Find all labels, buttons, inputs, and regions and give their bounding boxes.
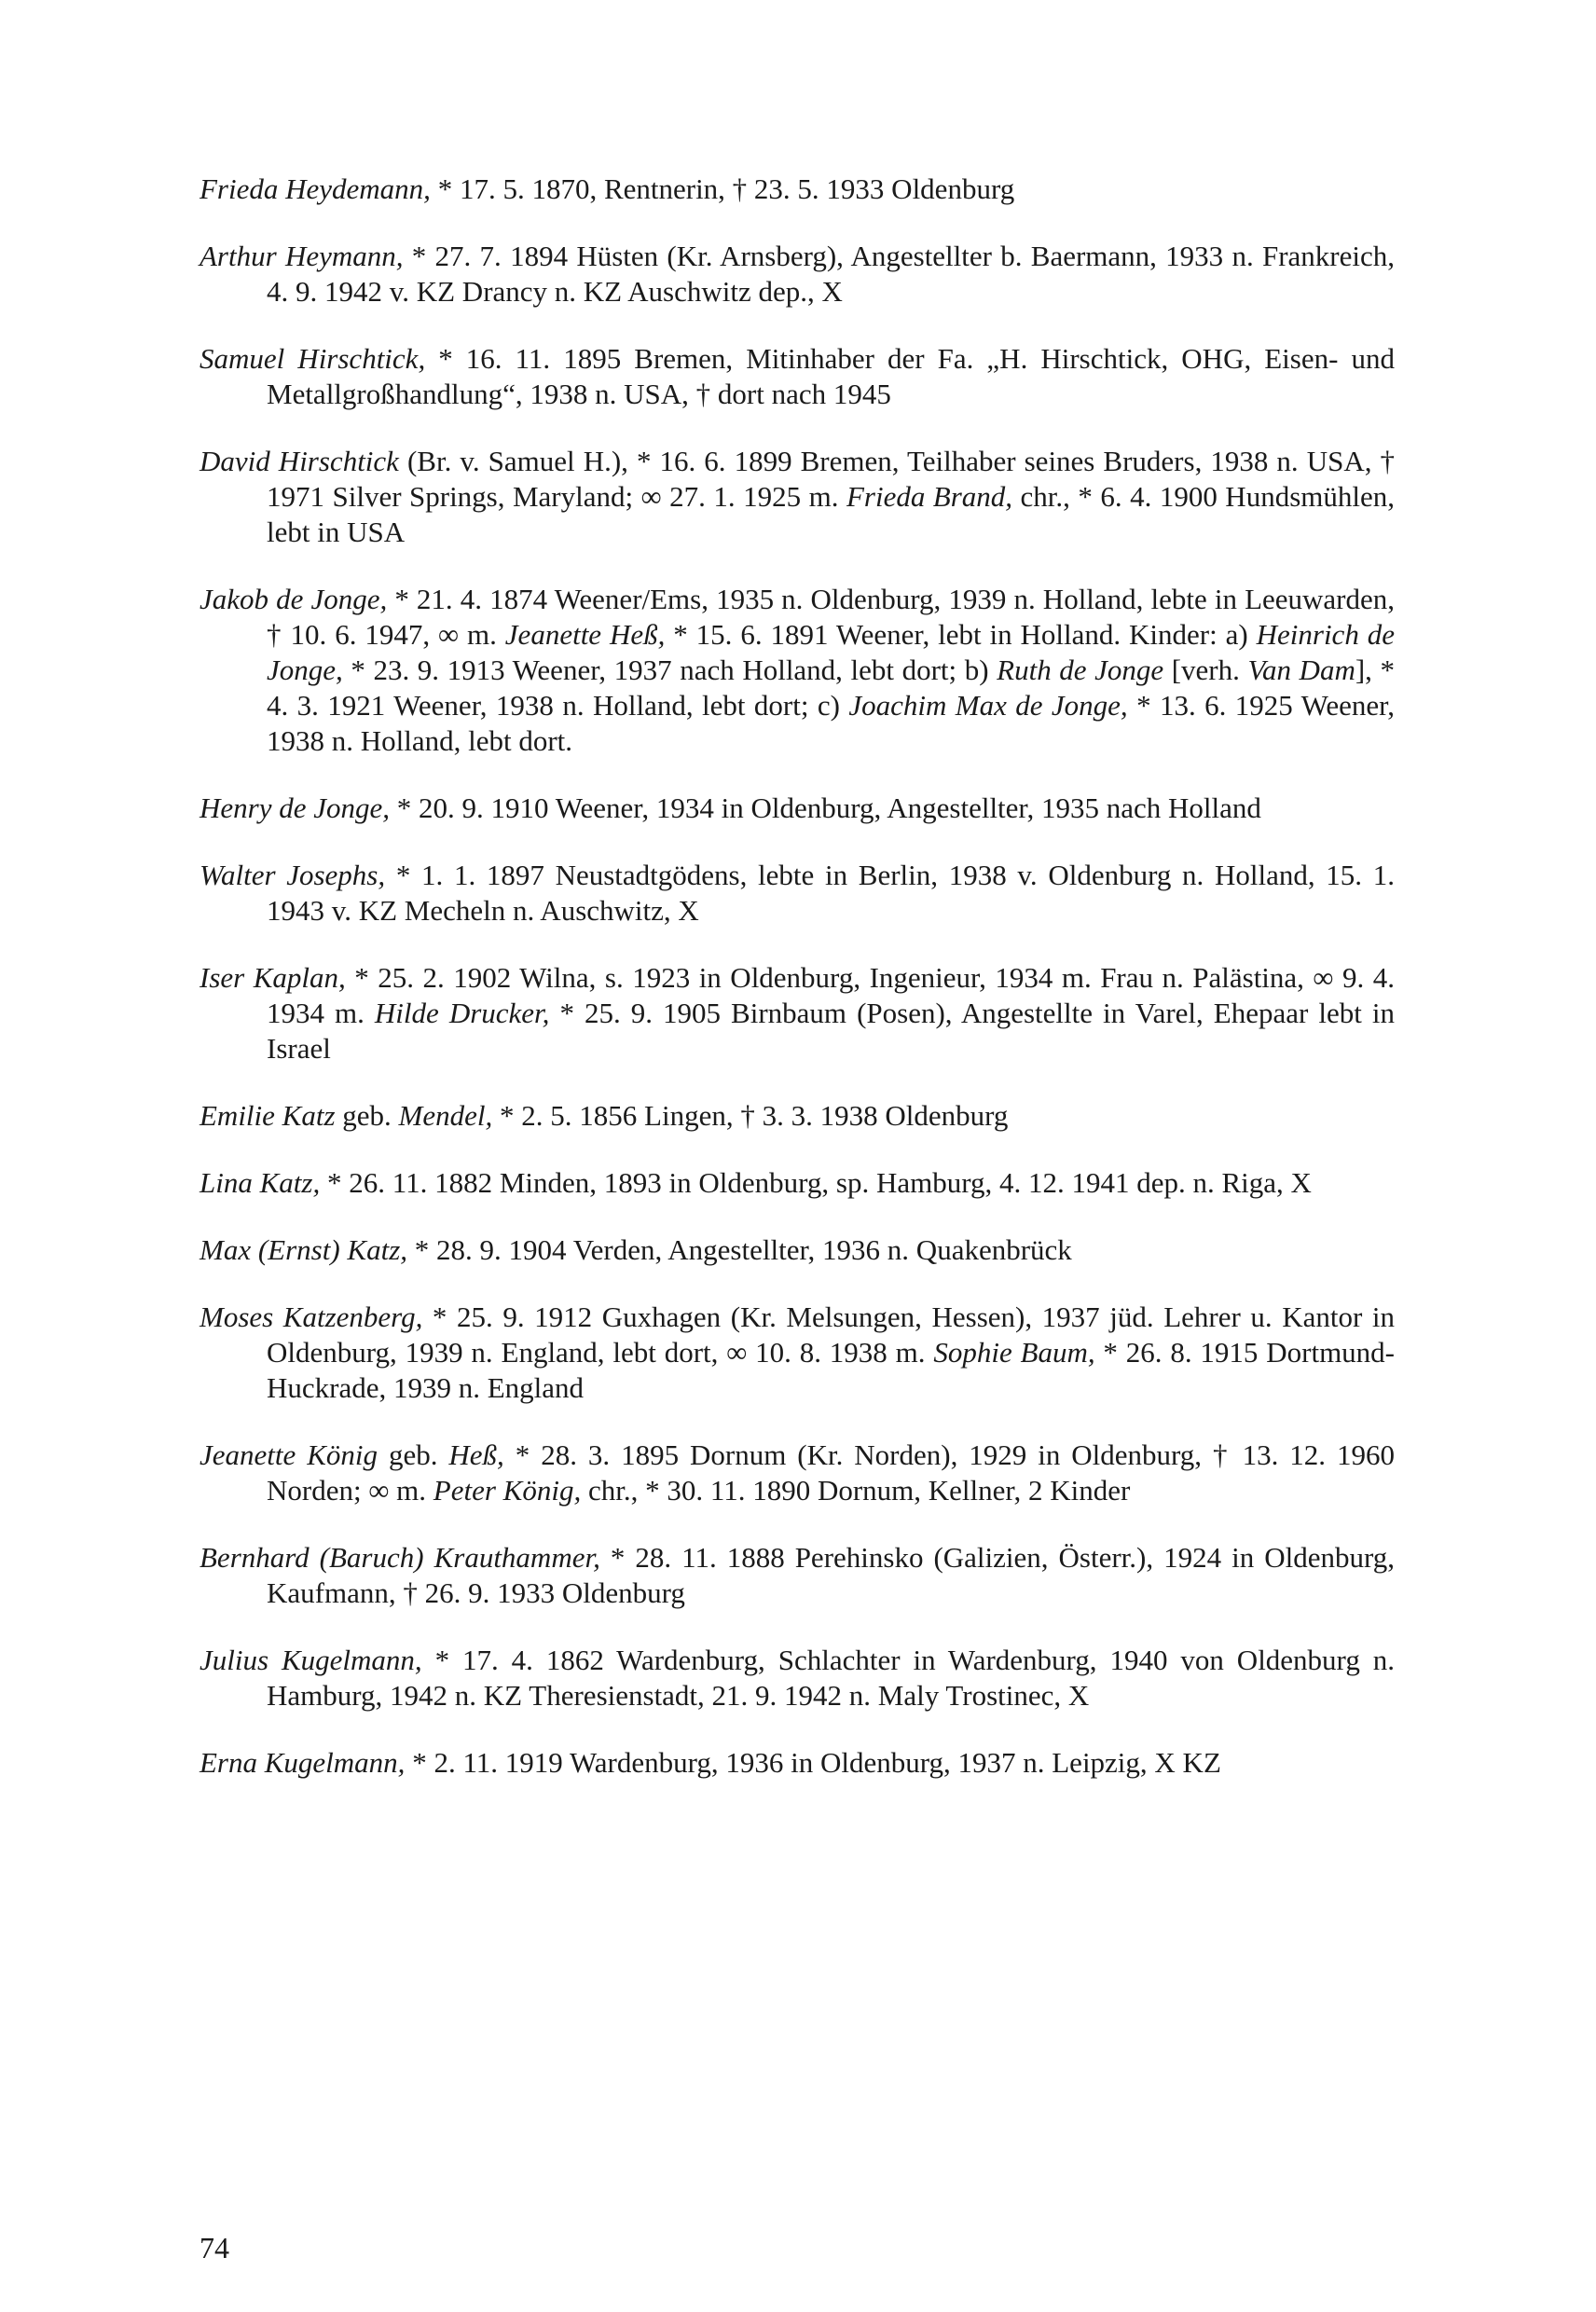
entry-kugelmann-erna (200, 1745, 1395, 1781)
entry-text: * 27. 7. 1894 Hüsten (Kr. Arnsberg), Angestellter b. Baermann, 1933 n. Frankreich, 4. 9. 1942 v. KZ Drancy n. KZ Auschwitz dep., X (267, 240, 1395, 308)
entry-katz-emilie (200, 1098, 1395, 1134)
entry-list (200, 172, 1395, 1812)
entry-text: * 28. 3. 1895 Dornum (Kr. Norden), 1929 in Oldenburg, † 13. 12. 1960 Norden; ∞ m. (267, 1438, 1396, 1507)
entry-text: chr., * 30. 11. 1890 Dornum, Kellner, 2 Kinder (581, 1474, 1131, 1507)
entry-name: Jeanette Heß, (504, 618, 666, 651)
entry-name: Emilie Katz (200, 1099, 336, 1132)
entry-text: * 1. 1. 1897 Neustadtgödens, lebte in Berlin, 1938 v. Oldenburg n. Holland, 15. 1. 1943 v. KZ Mecheln n. Auschwitz, X (267, 859, 1395, 927)
entry-de-jonge-jakob (200, 582, 1395, 759)
entry-text: * 25. 2. 1902 Wilna, s. 1923 in Oldenburg, Ingenieur, 1934 m. Frau n. Palästina, ∞ 9. 4. 1934 m. (267, 961, 1396, 1029)
entry-text: geb. (335, 1099, 399, 1132)
entry-text: * 15. 6. 1891 Weener, lebt in Holland. Kinder: a) (665, 618, 1257, 651)
entry-name: Moses Katzenberg, (200, 1300, 423, 1333)
entry-name: Sophie Baum, (933, 1336, 1095, 1369)
entry-koenig-jeanette (200, 1438, 1395, 1508)
entry-name: Julius Kugelmann, (200, 1644, 422, 1676)
entry-kugelmann-julius (200, 1643, 1395, 1713)
entry-krauthammer-bernhard (200, 1540, 1395, 1611)
entry-name: Iser Kaplan, (200, 961, 346, 994)
entry-text: * 26. 8. 1915 Dortmund-Huckrade, 1939 n. England (267, 1336, 1396, 1404)
entry-katzenberg-moses (200, 1300, 1395, 1406)
entry-hirschtick-david (200, 444, 1395, 550)
entry-text: * 2. 5. 1856 Lingen, † 3. 3. 1938 Oldenburg (492, 1099, 1009, 1132)
entry-name: Jakob de Jonge, (200, 583, 388, 615)
entry-name: Mendel, (398, 1099, 493, 1132)
entry-name: Peter König, (433, 1474, 582, 1507)
entry-name: Bernhard (Baruch) Krauthammer, (200, 1541, 600, 1574)
entry-text: * 17. 5. 1870, Rentnerin, † 23. 5. 1933 Oldenburg (430, 172, 1015, 205)
entry-text: * 25. 9. 1905 Birnbaum (Posen), Angestellte in Varel, Ehepaar lebt in Israel (267, 997, 1395, 1065)
entry-kaplan-iser (200, 960, 1395, 1067)
entry-name: Ruth de Jonge (997, 654, 1164, 686)
page-number: 74 (200, 2231, 229, 2264)
entry-name: Henry de Jonge, (200, 791, 390, 824)
entry-name: Erna Kugelmann, (200, 1746, 406, 1779)
entry-heymann-arthur (200, 239, 1395, 310)
entry-name: Max (Ernst) Katz, (200, 1233, 408, 1266)
entry-name: Walter Josephs, (200, 859, 386, 891)
entry-name: Joachim Max de Jonge, (848, 689, 1128, 722)
entry-name: David Hirschtick (200, 445, 399, 477)
entry-text: * 28. 11. 1888 Perehinsko (Galizien, Österr.), 1924 in Oldenburg, Kaufmann, † 26. 9. 1933 Oldenburg (267, 1541, 1395, 1609)
entry-text: chr., * 6. 4. 1900 Hundsmühlen, lebt in USA (267, 480, 1395, 548)
entry-text: * 16. 11. 1895 Bremen, Mitinhaber der Fa. „H. Hirschtick, OHG, Eisen- und Metallgroßhandlung“, 1938 n. USA, † dort nach 1945 (267, 342, 1395, 410)
entry-text: * 28. 9. 1904 Verden, Angestellter, 1936 n. Quakenbrück (407, 1233, 1072, 1266)
entry-text: * 17. 4. 1862 Wardenburg, Schlachter in Wardenburg, 1940 von Oldenburg n. Hamburg, 1942 n. KZ Theresienstadt, 21. 9. 1942 n. Maly Trostinec, X (267, 1644, 1395, 1712)
entry-text: (Br. v. Samuel H.), * 16. 6. 1899 Bremen, Teilhaber seines Bruders, 1938 n. USA, † 1971 Silver Springs, Maryland; ∞ 27. 1. 1925 m. (267, 445, 1395, 513)
entry-text: geb. (378, 1438, 449, 1471)
entry-name: Frieda Heydemann, (200, 172, 431, 205)
entry-name: Heinrich de Jonge, (267, 618, 1395, 686)
entry-name: Jeanette König (200, 1438, 378, 1471)
entry-text: * 2. 11. 1919 Wardenburg, 1936 in Oldenburg, 1937 n. Leipzig, X KZ (405, 1746, 1221, 1779)
entry-hirschtick-samuel (200, 341, 1395, 412)
entry-heydemann-frieda (200, 172, 1395, 207)
entry-de-jonge-henry (200, 791, 1395, 826)
entry-text: * 25. 9. 1912 Guxhagen (Kr. Melsungen, Hessen), 1937 jüd. Lehrer u. Kantor in Oldenburg, 1939 n. England, lebt dort, ∞ 10. 8. 1938 m. (267, 1300, 1396, 1369)
entry-name: Heß, (448, 1438, 504, 1471)
entry-name: Frieda Brand, (846, 480, 1013, 513)
entry-name: Hilde Drucker, (374, 997, 550, 1029)
entry-text: ], * 4. 3. 1921 Weener, 1938 n. Holland, lebt dort; c) (267, 654, 1396, 722)
entry-name: Samuel Hirschtick, (200, 342, 426, 375)
entry-text: * 13. 6. 1925 Weener, 1938 n. Holland, lebt dort. (267, 689, 1395, 757)
entry-text: * 23. 9. 1913 Weener, 1937 nach Holland, lebt dort; b) (342, 654, 998, 686)
entry-text: * 26. 11. 1882 Minden, 1893 in Oldenburg, sp. Hamburg, 4. 12. 1941 dep. n. Riga, X (320, 1166, 1312, 1199)
entry-katz-max (200, 1232, 1395, 1268)
entry-katz-lina (200, 1165, 1395, 1201)
entry-text: [verh. (1163, 654, 1248, 686)
entry-name: Lina Katz, (200, 1166, 321, 1199)
entry-name: Van Dam (1247, 654, 1355, 686)
entry-text: * 20. 9. 1910 Weener, 1934 in Oldenburg, Angestellter, 1935 nach Holland (390, 791, 1261, 824)
entry-text: * 21. 4. 1874 Weener/Ems, 1935 n. Oldenburg, 1939 n. Holland, lebte in Leeuwarden, † 10. 6. 1947, ∞ m. (267, 583, 1395, 651)
entry-josephs-walter (200, 858, 1395, 929)
entry-name: Arthur Heymann, (200, 240, 404, 272)
